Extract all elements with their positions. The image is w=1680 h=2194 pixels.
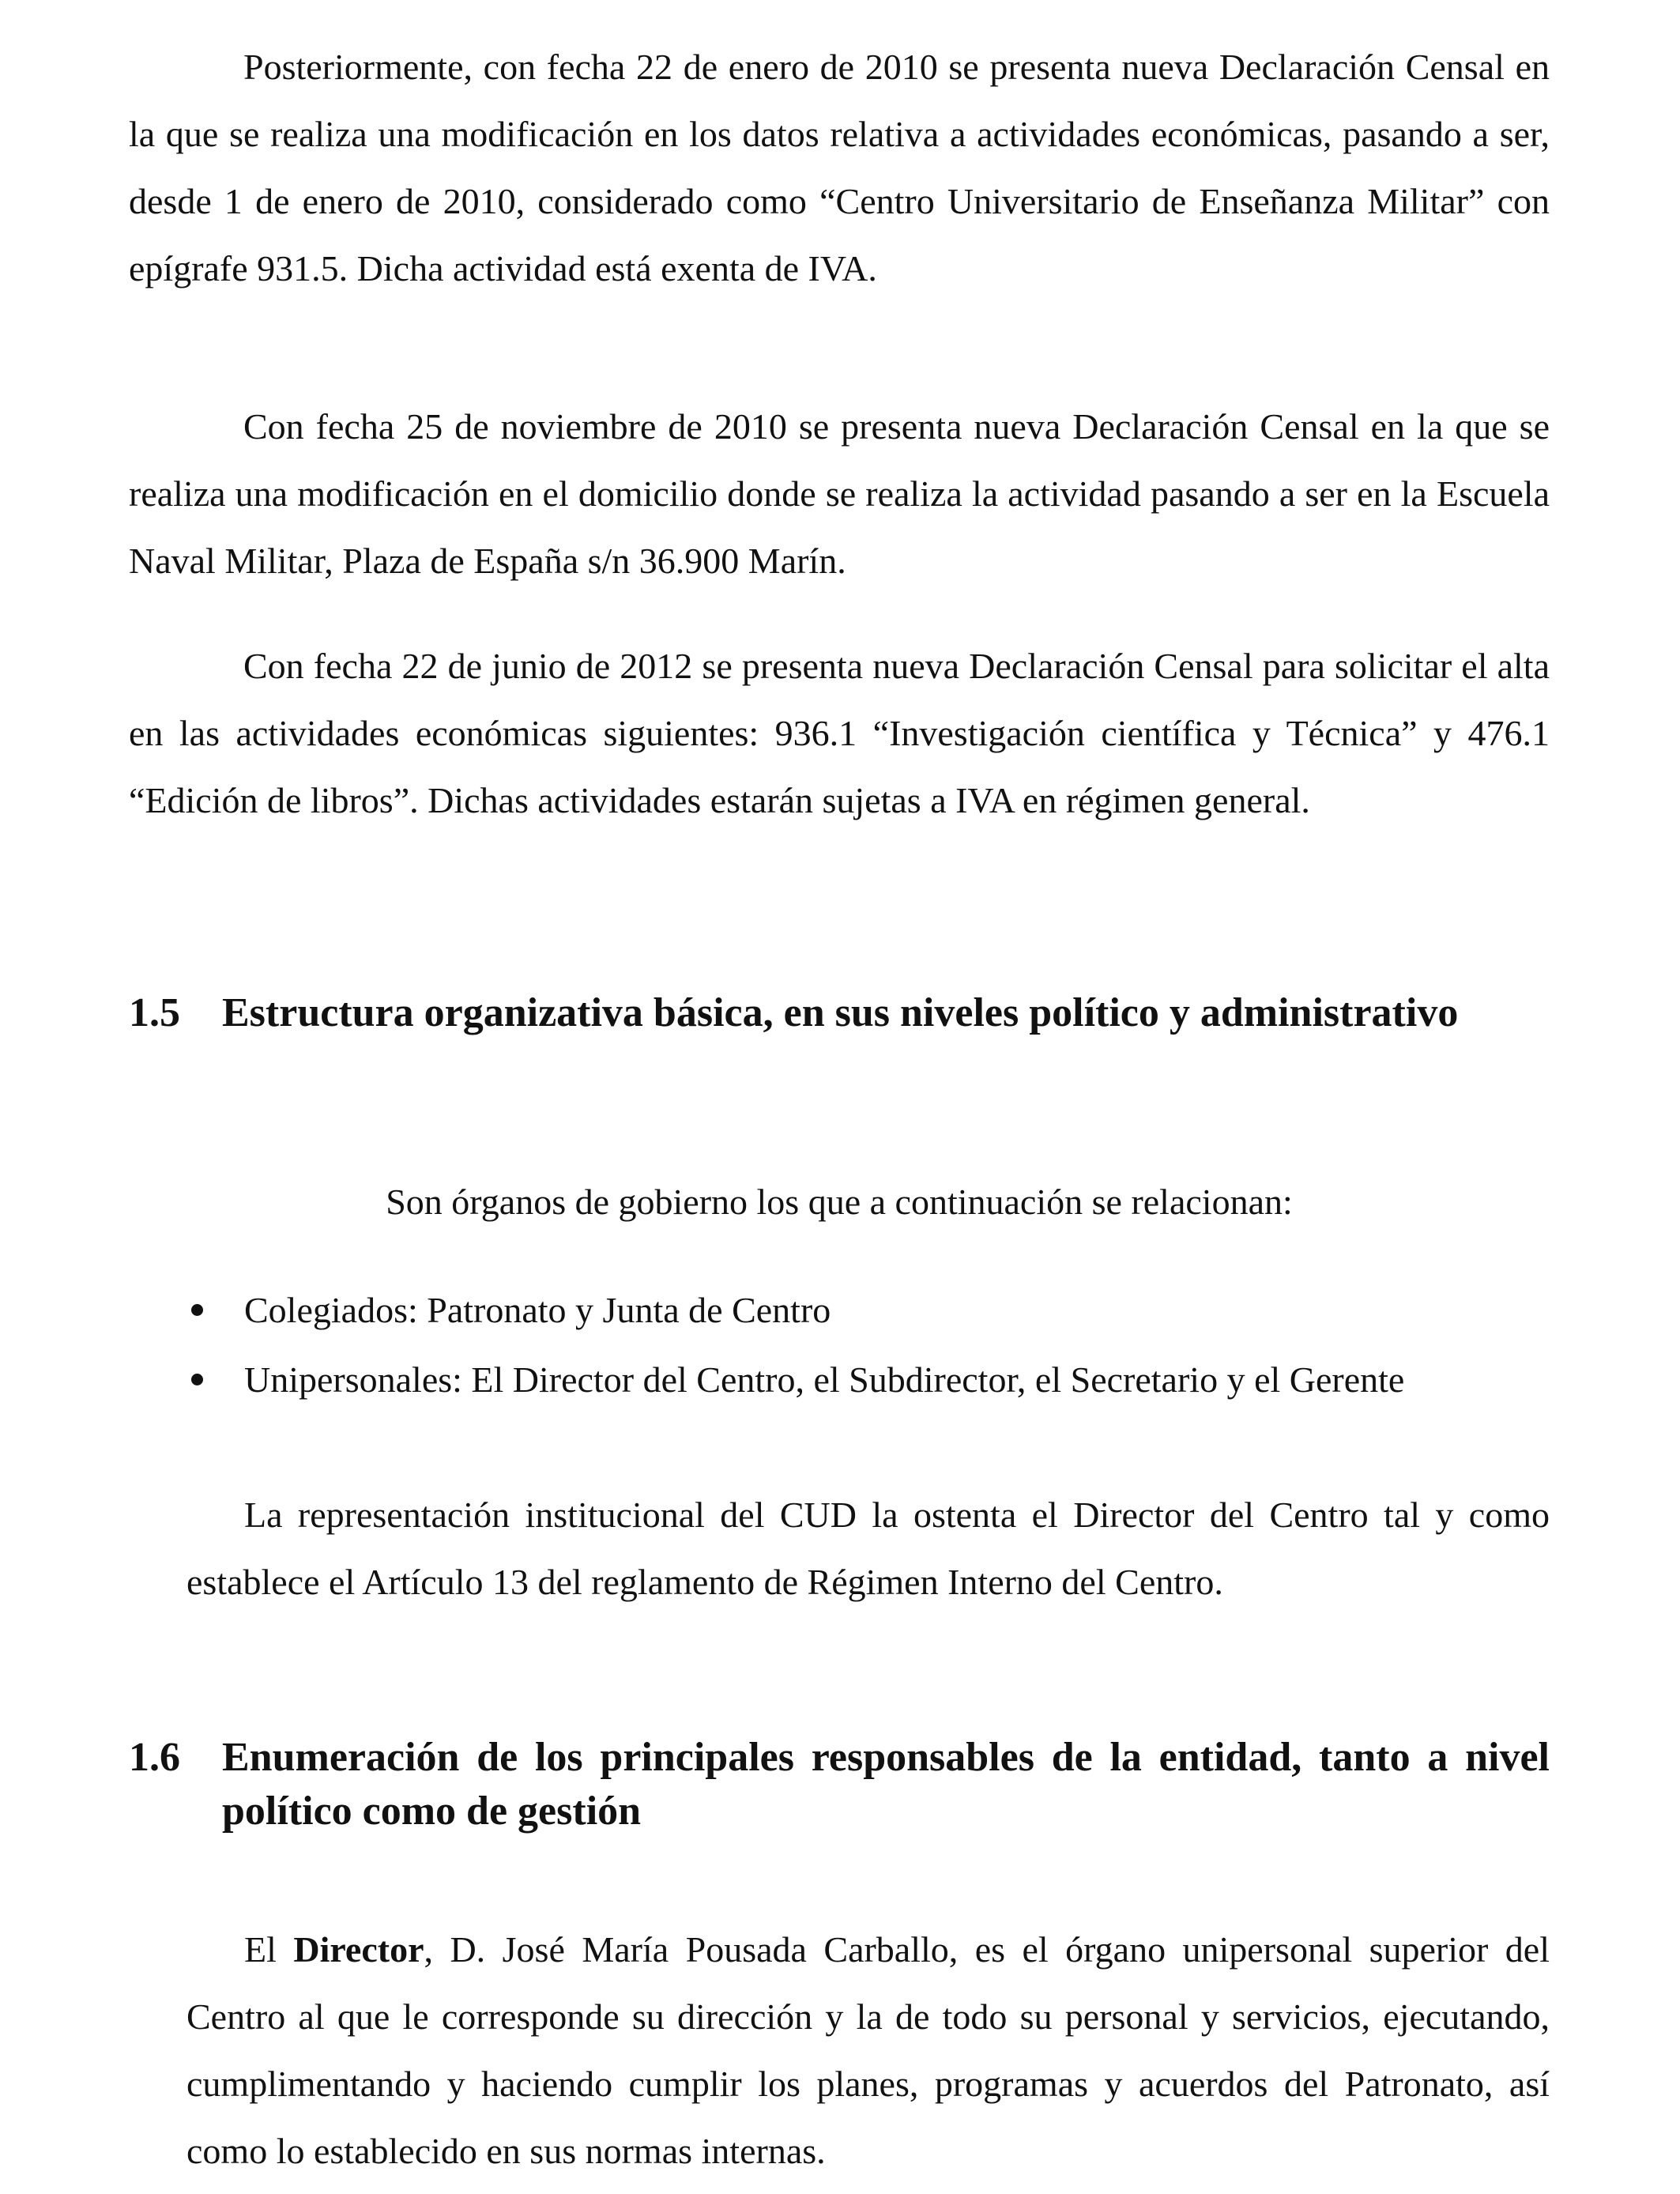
- director-text-lead: El: [244, 1929, 294, 1970]
- director-paragraph: [186, 1916, 1550, 2185]
- paragraph-declaracion-2010-enero: Posteriormente, con fecha 22 de enero de 2010 se presenta nueva Declaración Censal en la que se realiza una modificación en los datos relativa a actividades económicas, pasando a ser, desde 1 de enero de 2010, considerado como “Centro Universitario de Enseñanza Militar” con epígrafe 931.5. Dicha actividad está exenta de IVA.: [129, 47, 1550, 288]
- director-label: Director: [293, 1929, 424, 1970]
- representacion-institucional-paragraph: La representación institucional del CUD la ostenta el Director del Centro tal y como establece el Artículo 13 del reglamento de Régimen Interno del Centro.: [186, 1495, 1550, 1602]
- section-heading-1-5: [129, 986, 1550, 1040]
- list-item-text: Colegiados: Patronato y Junta de Centro: [244, 1290, 831, 1330]
- organos-gobierno-intro: Son órganos de gobierno los que a continuación se relacionan:: [386, 1182, 1293, 1222]
- list-item: [186, 1345, 1550, 1415]
- director-text-body: , D. José María Pousada Carballo, es el órgano unipersonal superior del Centro al que le corresponde su dirección y la de todo su personal y servicios, ejecutando, cumplimentando y haciendo cumplir los planes, programas y acuerdos del Patronato, así como lo establecido en sus normas internas.: [186, 1929, 1550, 2171]
- list-item: [186, 1276, 1550, 1345]
- section-title: Enumeración de los principales responsables de la entidad, tanto a nivel político como de gestión: [222, 1735, 1550, 1834]
- paragraph-declaracion-2010-noviembre: Con fecha 25 de noviembre de 2010 se presenta nueva Declaración Censal en la que se realiza una modificación en el domicilio donde se realiza la actividad pasando a ser en la Escuela Naval Militar, Plaza de España s/n 36.900 Marín.: [129, 406, 1550, 581]
- organos-gobierno-list: [186, 1276, 1550, 1415]
- section-heading-1-6: [129, 1731, 1550, 1838]
- bullet-icon: [191, 1374, 203, 1385]
- section-number: 1.6: [129, 1735, 180, 1780]
- list-item-text: Unipersonales: El Director del Centro, el Subdirector, el Secretario y el Gerente: [244, 1359, 1405, 1400]
- paragraph-declaracion-2012-junio: Con fecha 22 de junio de 2012 se presenta nueva Declaración Censal para solicitar el alta en las actividades económicas siguientes: 936.1 “Investigación científica y Técnica” y 476.1 “Edición de libros”. Dichas actividades estarán sujetas a IVA en régimen general.: [129, 646, 1550, 820]
- section-number: 1.5: [129, 990, 180, 1035]
- section-title: Estructura organizativa básica, en sus niveles político y administrativo: [222, 990, 1459, 1035]
- bullet-icon: [191, 1304, 203, 1316]
